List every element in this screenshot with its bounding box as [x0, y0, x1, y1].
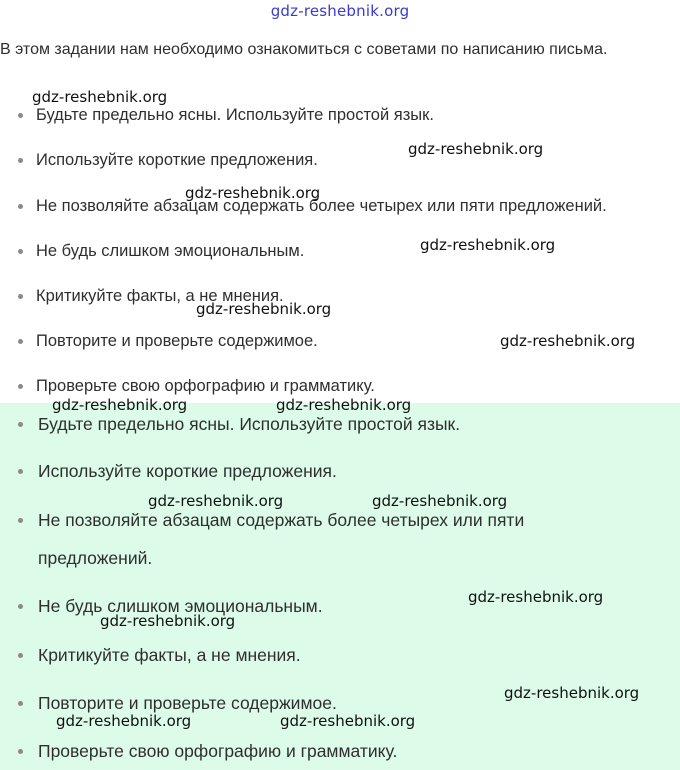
watermark: gdz-reshebnik.org: [500, 332, 636, 350]
list-item-text: Не позволяйте абзацам содержать более четырех или пяти предложений.: [36, 197, 607, 215]
watermark: gdz-reshebnik.org: [100, 612, 236, 630]
list-item-text: Проверьте свою орфографию и грамматику.: [36, 377, 375, 395]
list-item: [0, 507, 640, 577]
watermark: gdz-reshebnik.org: [468, 588, 604, 606]
bullet-icon: [18, 113, 23, 118]
list-item-text: Не будь слишком эмоциональным.: [36, 242, 305, 260]
bullet-icon: [18, 749, 23, 754]
bullet-icon: [18, 249, 23, 254]
bullet-icon: [18, 384, 23, 389]
watermark: gdz-reshebnik.org: [185, 184, 321, 202]
bullet-icon: [18, 158, 23, 163]
watermark: gdz-reshebnik.org: [408, 140, 544, 158]
bullet-icon: [18, 653, 23, 658]
bullet-icon: [18, 518, 23, 523]
watermark: gdz-reshebnik.org: [420, 236, 556, 254]
bullet-icon: [18, 339, 23, 344]
bullet-icon: [18, 422, 23, 427]
watermark: gdz-reshebnik.org: [276, 396, 412, 414]
intro-paragraph: В этом задании нам необходимо ознакомиться с советами по написанию письма.: [0, 41, 608, 58]
list-item-text: Будьте предельно ясны. Используйте простой язык.: [36, 106, 434, 124]
bullet-icon: [18, 701, 23, 706]
watermark: gdz-reshebnik.org: [372, 492, 508, 510]
list-item-text: Повторите и проверьте содержимое.: [36, 332, 318, 350]
watermark: gdz-reshebnik.org: [504, 684, 640, 702]
list-item-text: Критикуйте факты, а не мнения.: [36, 287, 284, 305]
watermark: gdz-reshebnik.org: [52, 396, 188, 414]
watermark: gdz-reshebnik.org: [196, 300, 332, 318]
watermark: gdz-reshebnik.org: [148, 492, 284, 510]
bullet-icon: [18, 204, 23, 209]
list-item-text: Проверьте свою орфографию и грамматику.: [38, 741, 398, 761]
watermark: gdz-reshebnik.org: [32, 88, 168, 106]
list-item-text: Будьте предельно ясны. Используйте простой язык.: [38, 414, 461, 434]
bullet-icon: [18, 294, 23, 299]
list-item-text: Используйте короткие предложения.: [38, 461, 337, 481]
list-item-text: Не будь слишком эмоциональным.: [38, 596, 323, 616]
watermark: gdz-reshebnik.org: [56, 712, 192, 730]
list-item-text: Критикуйте факты, а не мнения.: [38, 645, 301, 665]
bullet-icon: [18, 604, 23, 609]
list-item-text: Не позволяйте абзацам содержать более четырех или пяти предложений.: [38, 510, 525, 568]
bullet-icon: [18, 469, 23, 474]
list-item-text: Используйте короткие предложения.: [36, 151, 318, 169]
list-item-text: Повторите и проверьте содержимое.: [38, 693, 337, 713]
site-link[interactable]: gdz-reshebnik.org: [270, 2, 410, 20]
watermark: gdz-reshebnik.org: [280, 712, 416, 730]
